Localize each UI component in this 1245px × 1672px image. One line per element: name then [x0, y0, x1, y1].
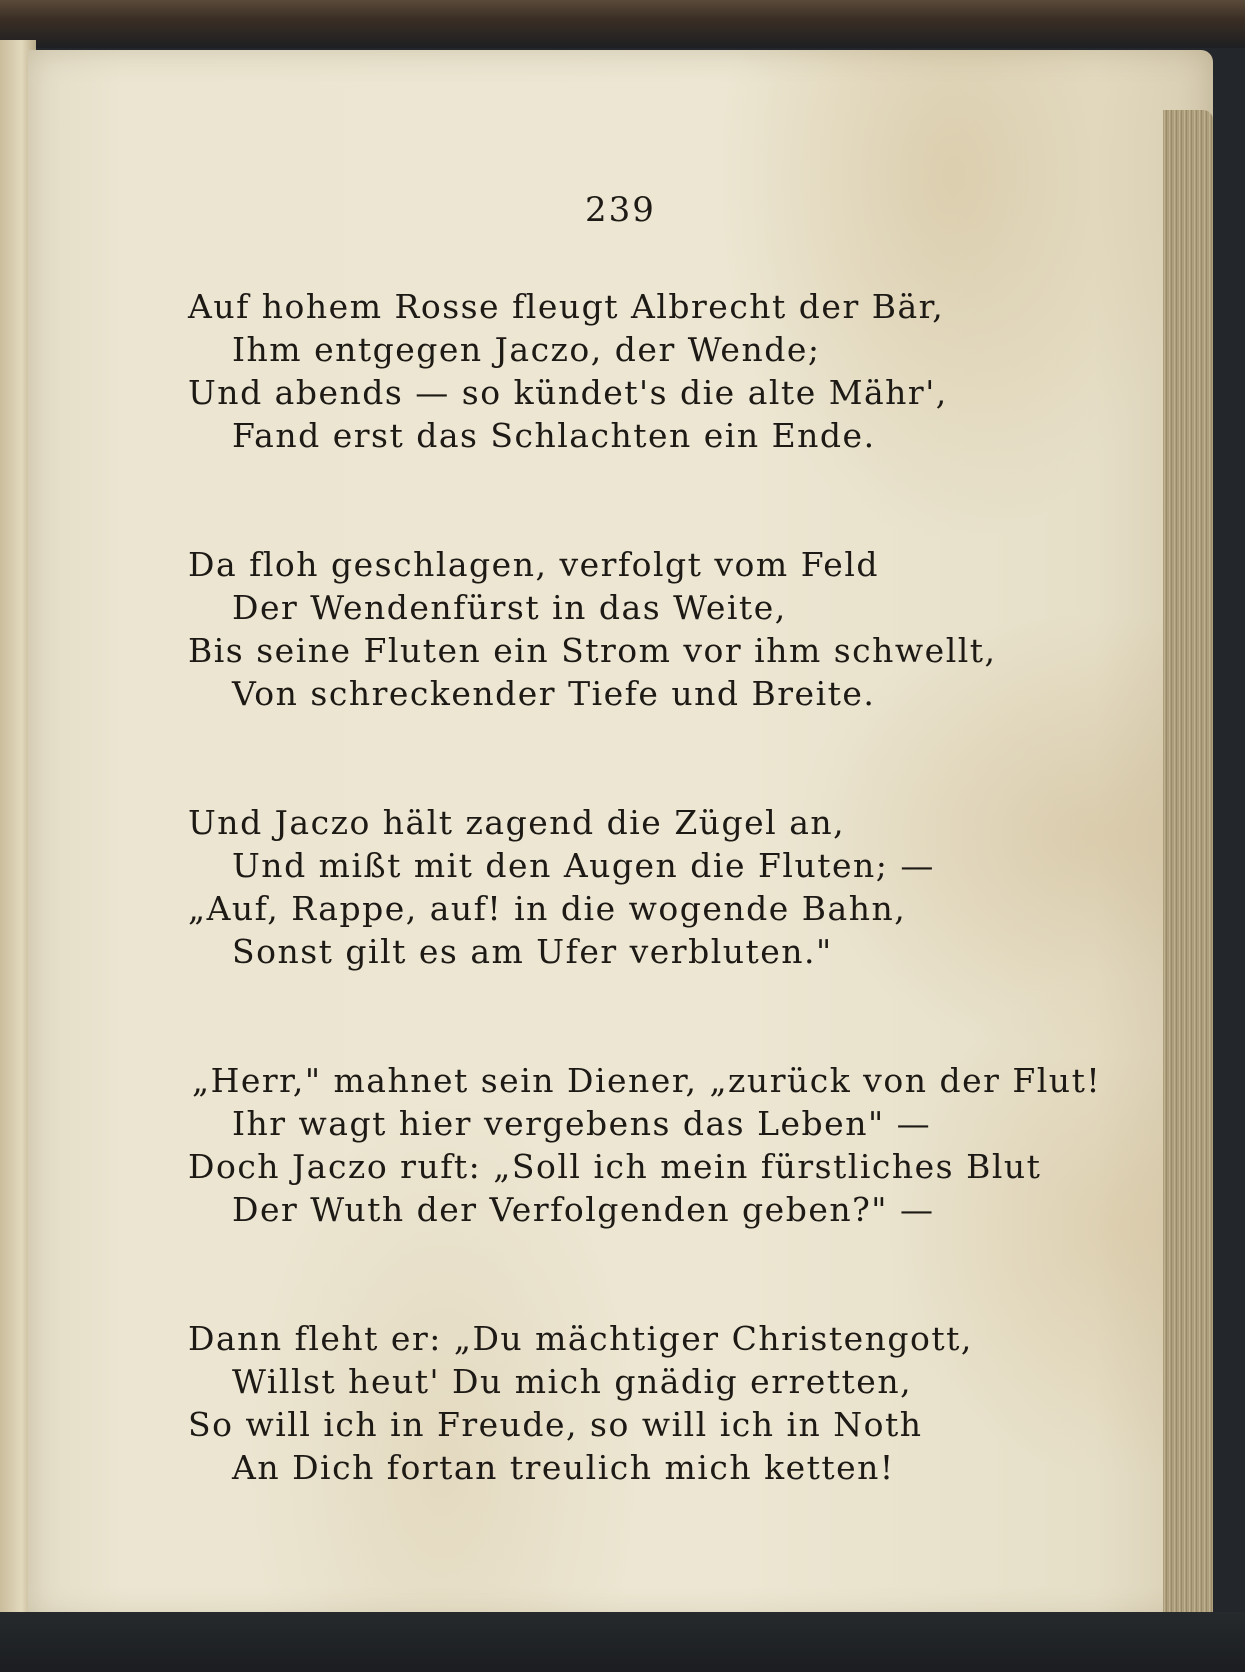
poem-line: Und abends — so kündet's die alte Mähr', [188, 373, 948, 412]
poem [188, 285, 1102, 1575]
poem-line: Und mißt mit den Augen die Fluten; — [232, 846, 935, 885]
stanza [188, 285, 1088, 457]
poem-line: Ihr wagt hier vergebens das Leben" — [232, 1104, 932, 1143]
book-page [28, 50, 1213, 1620]
poem-line: „Auf, Rappe, auf! in die wogende Bahn, [188, 889, 907, 928]
poem-line: Sonst gilt es am Ufer verbluten." [232, 932, 833, 971]
book-binding-top [0, 0, 1245, 48]
poem-line: Willst heut' Du mich gnädig erretten, [232, 1362, 913, 1401]
poem-line: Doch Jaczo ruft: „Soll ich mein fürstliches Blut [188, 1147, 1042, 1186]
poem-line: Von schreckender Tiefe und Breite. [232, 674, 876, 713]
poem-line: Der Wendenfürst in das Weite, [232, 588, 787, 627]
poem-line: Ihm entgegen Jaczo, der Wende; [232, 330, 821, 369]
poem-line: An Dich fortan treulich mich ketten! [232, 1448, 895, 1487]
stanza [188, 543, 1088, 715]
book-binding-bottom [0, 1612, 1245, 1672]
page-stack-edges [1163, 110, 1213, 1670]
stanza [188, 801, 1088, 973]
poem-line: Bis seine Fluten ein Strom vor ihm schwellt, [188, 631, 997, 670]
stanza [188, 1317, 1088, 1489]
page-number: 239 [585, 190, 656, 230]
poem-line: Und Jaczo hält zagend die Zügel an, [188, 803, 846, 842]
poem-line: Der Wuth der Verfolgenden geben?" — [232, 1190, 935, 1229]
stanza [188, 1059, 1102, 1231]
poem-line: Auf hohem Rosse fleugt Albrecht der Bär, [188, 287, 945, 326]
poem-line: Da floh geschlagen, verfolgt vom Feld [188, 545, 879, 584]
poem-line: So will ich in Freude, so will ich in Noth [188, 1405, 923, 1444]
poem-line: Dann fleht er: „Du mächtiger Christengott, [188, 1319, 973, 1358]
poem-line: „Herr," mahnet sein Diener, „zurück von der Flut! [192, 1061, 1102, 1100]
poem-line: Fand erst das Schlachten ein Ende. [232, 416, 876, 455]
